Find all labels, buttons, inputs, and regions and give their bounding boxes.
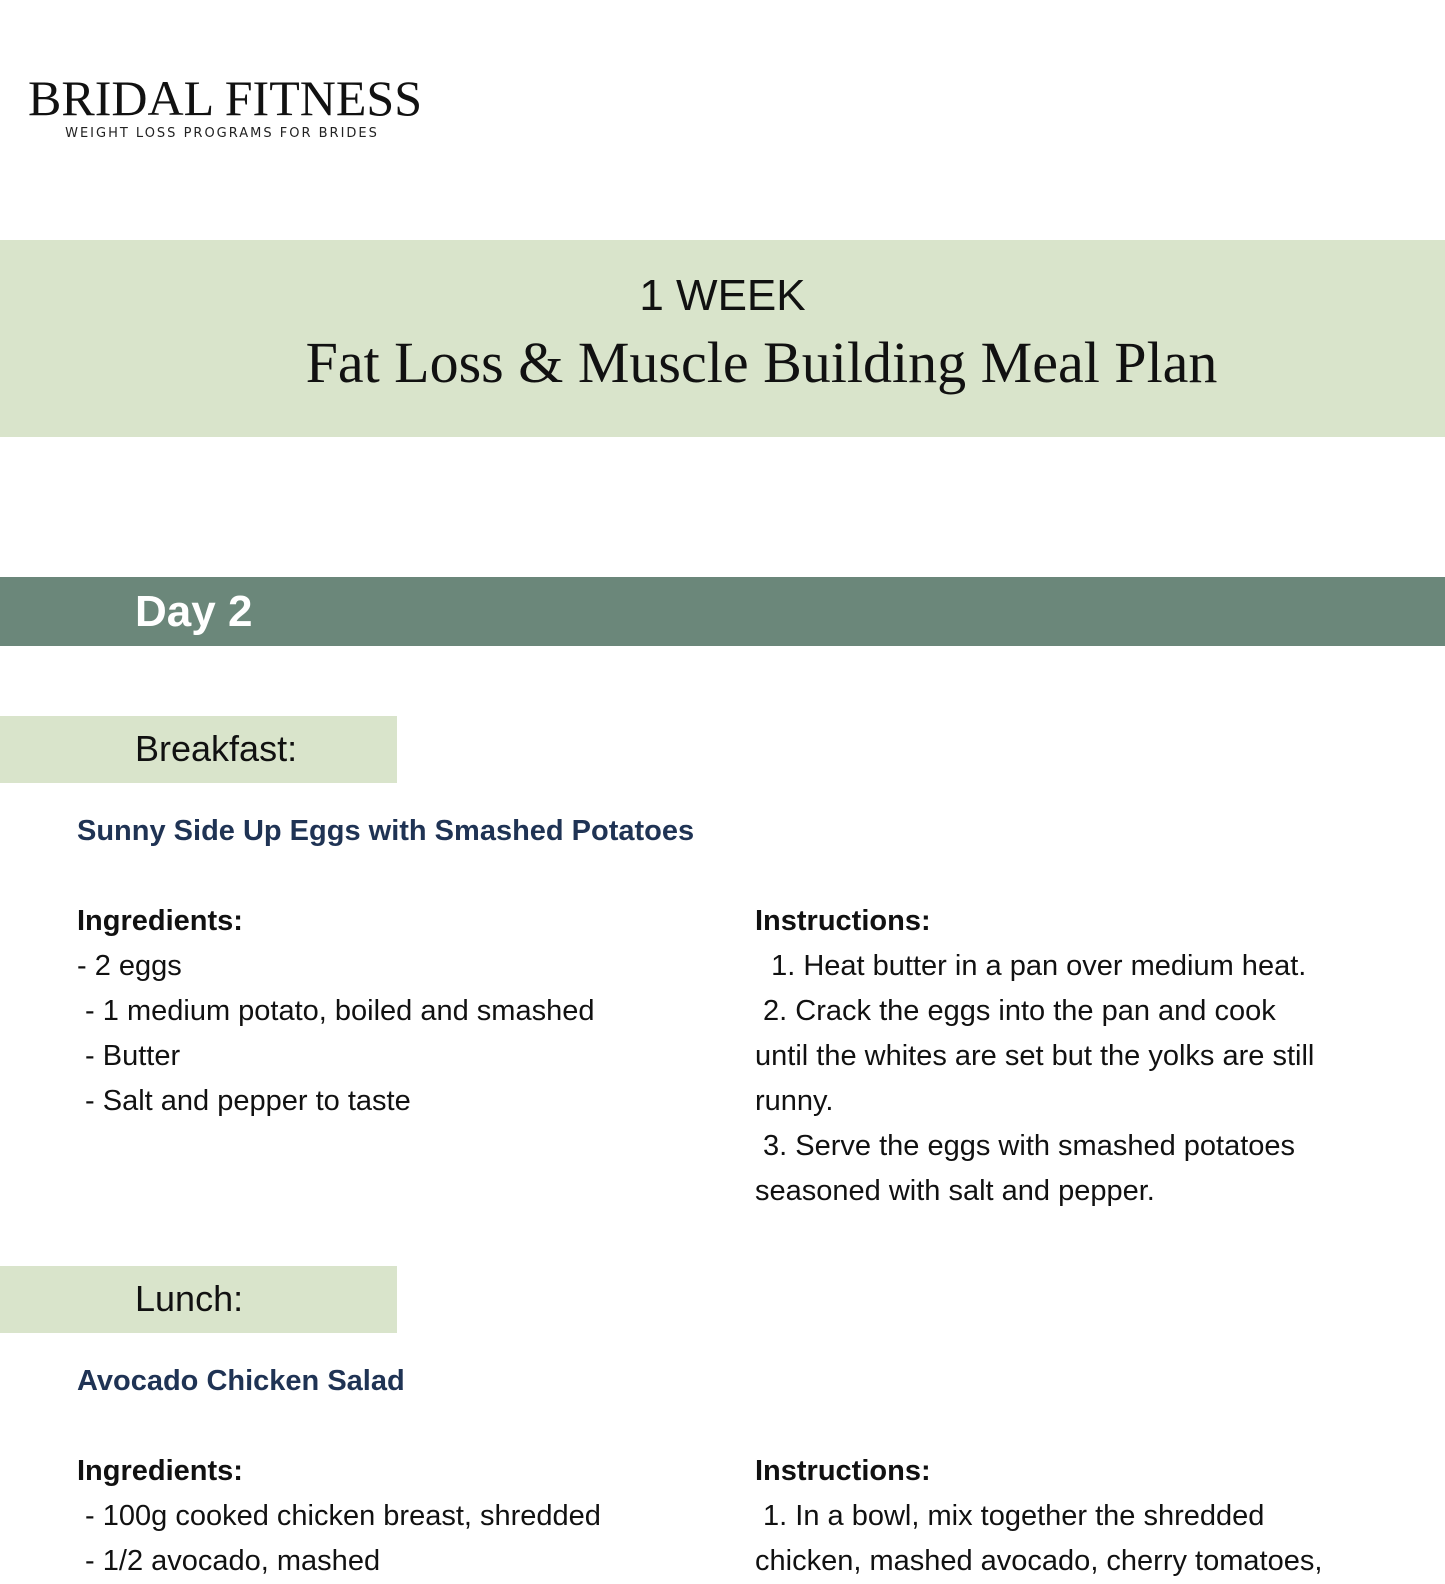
- ingredients-heading: Ingredients:: [77, 1455, 243, 1487]
- meal-tag-label: Lunch:: [135, 1278, 244, 1319]
- ingredients-lunch: [77, 1449, 717, 1584]
- recipe-title-breakfast: Sunny Side Up Eggs with Smashed Potatoes: [77, 815, 695, 847]
- instruction-line: 1. In a bowl, mix together the shredded: [755, 1500, 1265, 1532]
- ingredient-item: - Butter: [77, 1040, 181, 1072]
- recipe-title-lunch: Avocado Chicken Salad: [77, 1365, 405, 1397]
- instructions-heading: Instructions:: [755, 1455, 931, 1487]
- instruction-line: 3. Serve the eggs with smashed potatoes: [755, 1130, 1296, 1162]
- instruction-line: chicken, mashed avocado, cherry tomatoes,: [755, 1545, 1323, 1577]
- ingredients-heading: Ingredients:: [77, 905, 243, 937]
- instructions-breakfast: [755, 899, 1405, 1214]
- ingredient-item: - 2 eggs: [77, 950, 182, 982]
- logo-title: BRIDAL FITNESS: [28, 70, 423, 126]
- meal-tag-lunch: [0, 1266, 397, 1333]
- instruction-line: 2. Crack the eggs into the pan and cook: [755, 995, 1276, 1027]
- ingredient-item: - 1 medium potato, boiled and smashed: [77, 995, 595, 1027]
- page-title: Fat Loss & Muscle Building Meal Plan: [305, 330, 1218, 395]
- instructions-heading: Instructions:: [755, 905, 931, 937]
- instruction-line: until the whites are set but the yolks are still: [755, 1040, 1315, 1072]
- brand-logo: [28, 70, 423, 141]
- ingredients-breakfast: [77, 899, 717, 1124]
- meal-tag-breakfast: [0, 716, 397, 783]
- meal-tag-label: Breakfast:: [135, 728, 298, 769]
- hero-week-label: 1 WEEK: [639, 271, 806, 320]
- instruction-line: runny.: [755, 1085, 834, 1117]
- ingredient-item: - 100g cooked chicken breast, shredded: [77, 1500, 601, 1532]
- day-header: [0, 577, 1445, 646]
- instructions-lunch: [755, 1449, 1405, 1584]
- logo-subtitle: WEIGHT LOSS PROGRAMS FOR BRIDES: [65, 126, 379, 141]
- ingredient-item: - 1/2 avocado, mashed: [77, 1545, 381, 1577]
- day-label: Day 2: [135, 587, 253, 636]
- ingredient-item: - Salt and pepper to taste: [77, 1085, 411, 1117]
- hero-banner: [0, 240, 1445, 437]
- instruction-line: 1. Heat butter in a pan over medium heat.: [755, 950, 1307, 982]
- instruction-line: seasoned with salt and pepper.: [755, 1175, 1155, 1207]
